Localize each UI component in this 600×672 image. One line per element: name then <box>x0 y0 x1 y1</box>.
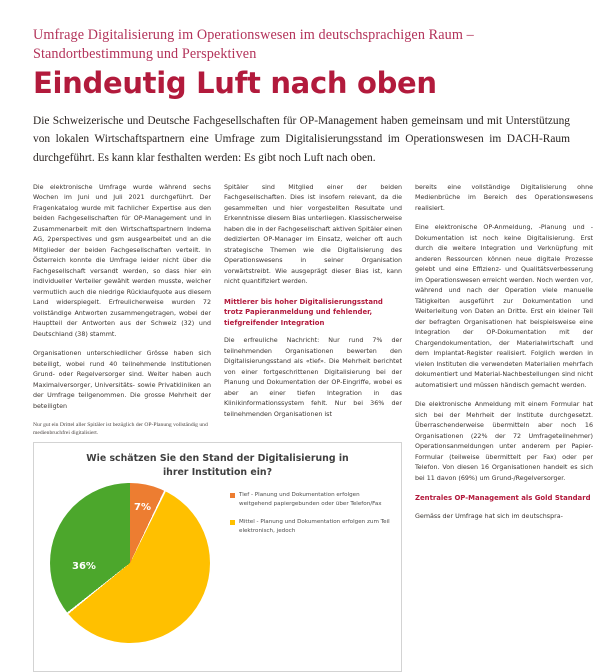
legend-swatch-icon <box>230 493 235 498</box>
chart-legend <box>230 491 392 545</box>
col2-paragraph-2: Die erfreuliche Nachricht: Nur rund 7% der teilnehmenden Organisationen bewerten den Digitalisierungsstand als «tief». Die Mehrheit berichtet von einer fortgeschrittenen Digitalisierung bei der Planung und Dokumentation der OP-Eingriffe, wobei es aber an einer tiefen Integration in das Klinikinformationssystem fehlt. Nur bei 36% der teilnehmenden Organisationen ist <box>224 337 402 418</box>
col1-paragraph-2: Organisationen unterschiedlicher Grösse haben sich beteiligt, wobei rund 40 teilnehmende Institutionen Grund- oder Regelversorger sind. Weiter haben auch Maximalversorger, Universitäts- sowie Privatkliniken an der Umfrage teilgenommen. Die grosse Mehrheit der beteiligten <box>33 350 211 410</box>
col3-paragraph-4: Gemäss der Umfrage hat sich im deutschspra- <box>415 512 563 520</box>
figure-caption: Nur gut ein Drittel aller Spitäler ist bezüglich der OP-Planung vollständig und medienbruchfrei digitalisiert. <box>33 422 208 437</box>
column-2 <box>224 183 402 430</box>
col2-paragraph-1: Spitäler sind Mitglied einer der beiden Fachgesellschaften. Dies ist insofern relevant, da die gesammelten und hier vorgestellten Resultate und Erkenntnisse diesem Bias unterliegen. Klassischerweise haben die in der Fachgesellschaft aktiven Spitäler einen dedizierten OP-Manager im Einsatz, welcher oft auch strategische Themen wie die Digitalisierung des Operationswesens in seiner Organisation vorwärtstreibt. Wie ausgeprägt dieser Bias ist, kann nicht quantifiziert werden. <box>224 183 402 286</box>
pie-label-hoch: 36% <box>72 561 96 573</box>
chart-title: Wie schätzen Sie den Stand der Digitalisierung in ihrer Institution ein? <box>86 453 349 478</box>
col3-subheading: Zentrales OP-Management als Gold Standard <box>415 494 591 503</box>
legend-swatch-icon <box>230 520 235 525</box>
pie-wrap <box>50 483 210 643</box>
legend-item-tief <box>230 491 392 509</box>
article-kicker: Umfrage Digitalisierung im Operationswesen im deutschsprachigen Raum – Standortbestimmung und Perspektiven <box>33 27 474 62</box>
col2-subheading: Mittlerer bis hoher Digitalisierungsstand trotz Papieranmeldung und fehlender, tiefgreifender Integration <box>224 297 383 327</box>
col3-paragraph-1: bereits eine vollständige Digitalisierung ohne Medienbrüche im Bereich des Operationswesens realisiert. <box>415 183 593 212</box>
legend-label-tief: Tief - Planung und Dokumentation erfolgen weitgehend papiergebunden oder über Telefon/Fax <box>239 492 382 508</box>
legend-label-mittel: Mittel - Planung und Dokumentation erfolgen zum Teil elektronisch, jedoch <box>239 519 390 535</box>
article-columns <box>33 183 593 672</box>
digitalisation-pie-chart <box>33 442 402 672</box>
column-3 <box>415 183 593 523</box>
col3-paragraph-3: Die elektronische Anmeldung mit einem Formular hat sich bei der Mehrheit der Institute durchgesetzt. Überraschenderweise übermitteln aber noch 16 Organisationen (22% der 72 Umfrageteilnehmer) Operationsanmeldungen unter anderem per Papier-Formular (teilweise übermittelt per Fax) oder per Telefon. Von diesen 16 Organisationen handelt es sich bei 11 davon (69%) um Grund-/Regelversorger. <box>415 401 593 482</box>
pie-label-tief: 7% <box>134 502 151 514</box>
legend-item-mittel <box>230 518 392 536</box>
col3-paragraph-2: Eine elektronische OP-Anmeldung, -Planung und -Dokumentation ist noch keine Digitalisierung. Erst durch die weitere Integration und Verknüpfung mit anderen Ressourcen können neue digitale Prozesse gelebt und eine Effizienz- und Qualitätsverbesserung im Operationswesen erreicht werden. Noch werden vor, während und nach der Operation viele manuelle Tätigkeiten ausgeführt zur Dokumentation und Weiterleitung von Daten an Dritte. Erst ein kleiner Teil der befragten Organisationen hat beispielsweise eine Integration der OP-Dokumentation mit der Chargendokumentation, der Materialwirtschaft und dem Implantat-Register realisiert. Folglich werden in vielen Instituten die verwendeten Materialien mehrfach dokumentiert und Material-Nachbestellungen sind nicht automatisiert und müssen händisch gemacht werden. <box>415 224 593 389</box>
page-title: Eindeutig Luft nach oben <box>33 66 437 101</box>
article-lead: Die Schweizerische und Deutsche Fachgesellschaften für OP-Management haben gemeinsam und mit Unterstützung von lokalen Wirtschaftspartnern eine Umfrage zum Digitalisierungsstand im Operationswesen im DACH-Raum durchgeführt. Es kann klar festhalten werden: Es gibt noch Luft nach oben. <box>33 115 570 164</box>
col1-paragraph-1: Die elektronische Umfrage wurde während sechs Wochen im Juni und Juli 2021 durchgeführt. Der Fragenkatalog wurde mit fachlicher Expertise aus den beiden Fachgesellschaften für OP-Management und in Zusammenarbeit mit den Wirtschaftspartnern Indema AG, 2perspectives und gsm ausgearbeitet und an die Mitglieder der beiden Fachgesellschaften verteilt. In Österreich konnte die Umfrage leider nicht über die Fachgesellschaft versandt werden, so dass hier ein individueller Verteiler gewählt werden musste, welcher vermutlich auch die niedrige Rücklaufquote aus diesem Land widerspiegelt. Erfreulicherweise wurden 72 vollständige Antworten zusammengetragen, wobei der Hauptteil der Antworten aus der Schweiz (32) und Deutschland (38) stammt. <box>33 183 211 338</box>
chart-body <box>34 479 401 661</box>
